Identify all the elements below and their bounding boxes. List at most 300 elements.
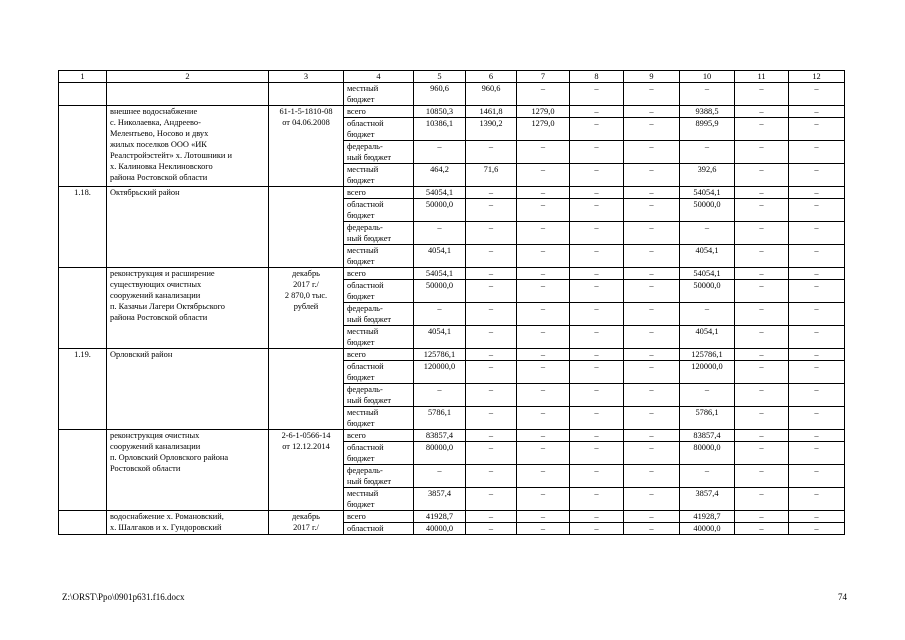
amount-value: – <box>540 362 546 371</box>
amount-value: – <box>488 269 494 278</box>
item-number-cell <box>59 511 107 535</box>
amount-value: – <box>759 443 764 452</box>
amount-cell <box>735 118 789 141</box>
amount-value: – <box>814 466 819 475</box>
amount-value: – <box>488 431 494 440</box>
amount-cell <box>735 83 789 106</box>
amount-cell <box>624 430 680 442</box>
amount-value: – <box>649 362 654 371</box>
amount-cell <box>735 303 789 326</box>
amount-cell <box>624 268 680 280</box>
text-line: ный бюджет <box>347 315 392 324</box>
amount-cell <box>570 106 624 118</box>
amount-value: – <box>594 385 599 394</box>
amount-value: – <box>594 142 599 151</box>
text-line: жилых поселков ООО «ИК <box>110 140 207 149</box>
amount-cell <box>680 407 735 430</box>
amount-cell <box>789 106 845 118</box>
document-reference-cell <box>269 349 344 430</box>
amount-cell <box>680 187 735 199</box>
amount-value: – <box>704 385 710 394</box>
amount-cell <box>570 523 624 535</box>
text-line: 2-6-1-0566-14 <box>281 431 331 440</box>
text-line: п. Казачьи Лагери Октябрьского <box>110 302 225 311</box>
amount-cell <box>680 303 735 326</box>
amount-value: – <box>594 281 599 290</box>
amount-cell <box>680 384 735 407</box>
amount-cell <box>570 326 624 349</box>
amount-value: – <box>594 466 599 475</box>
amount-value: – <box>759 84 764 93</box>
amount-value: – <box>814 327 819 336</box>
funding-source-cell <box>344 141 414 164</box>
amount-cell <box>414 199 466 222</box>
amount-cell <box>570 245 624 268</box>
text-line: 2017 г./ <box>293 280 319 289</box>
column-number-cell: 6 <box>466 71 517 83</box>
amount-cell <box>466 326 517 349</box>
amount-cell <box>466 141 517 164</box>
amount-value: – <box>540 408 546 417</box>
text-line: Ростовской области <box>110 464 181 473</box>
object-name-cell <box>107 187 269 268</box>
amount-cell <box>789 83 845 106</box>
amount-value: – <box>814 246 819 255</box>
amount-value: – <box>759 385 764 394</box>
text-line: от 04.06.2008 <box>282 118 330 127</box>
amount-cell <box>789 488 845 511</box>
amount-value: – <box>759 107 764 116</box>
text-line: областной <box>347 119 384 128</box>
amount-cell <box>517 187 570 199</box>
amount-cell <box>735 384 789 407</box>
text-line: бюджет <box>347 176 375 185</box>
text-line: рублей <box>293 302 319 311</box>
amount-cell <box>624 164 680 187</box>
amount-value: 960,6 <box>430 84 449 93</box>
amount-cell <box>466 488 517 511</box>
amount-cell <box>735 361 789 384</box>
amount-value: – <box>488 246 494 255</box>
amount-value: – <box>488 524 494 533</box>
object-name-cell <box>107 268 269 349</box>
amount-cell <box>517 268 570 280</box>
table-row <box>59 268 845 280</box>
table-row <box>59 83 845 106</box>
amount-value: 120000,0 <box>423 362 456 371</box>
amount-cell <box>624 199 680 222</box>
text-line: федераль- <box>347 466 383 475</box>
amount-cell <box>624 83 680 106</box>
item-number-cell <box>59 83 107 106</box>
amount-value: 120000,0 <box>691 362 723 371</box>
amount-cell <box>680 222 735 245</box>
amount-cell <box>789 511 845 523</box>
text-line: областной <box>347 281 384 290</box>
amount-value: – <box>649 200 654 209</box>
amount-value: – <box>594 107 599 116</box>
amount-cell <box>680 488 735 511</box>
amount-value: – <box>649 188 654 197</box>
amount-value: – <box>649 512 654 521</box>
amount-cell <box>735 187 789 199</box>
amount-cell <box>414 384 466 407</box>
amount-value: – <box>814 443 819 452</box>
amount-value: – <box>488 466 494 475</box>
document-reference-cell <box>269 83 344 106</box>
amount-value: 83857,4 <box>693 431 721 440</box>
amount-value: – <box>488 350 494 359</box>
amount-value: 125786,1 <box>691 350 723 359</box>
amount-cell <box>466 511 517 523</box>
table-row <box>59 349 845 361</box>
amount-cell <box>570 430 624 442</box>
funding-source-cell <box>344 442 414 465</box>
amount-cell <box>570 511 624 523</box>
text-line: местный <box>347 327 379 336</box>
amount-cell <box>414 118 466 141</box>
amount-cell <box>414 523 466 535</box>
text-line: бюджет <box>347 292 375 301</box>
amount-cell <box>735 442 789 465</box>
funding-source-cell <box>344 222 414 245</box>
program-table <box>58 70 845 535</box>
amount-value: – <box>649 165 654 174</box>
amount-value: – <box>704 304 710 313</box>
text-line: реконструкция очистных <box>110 431 200 440</box>
amount-value: – <box>594 119 599 128</box>
amount-cell <box>466 187 517 199</box>
funding-source-cell <box>344 349 414 361</box>
amount-cell <box>517 83 570 106</box>
amount-value: – <box>437 223 442 232</box>
amount-cell <box>680 511 735 523</box>
funding-source-cell <box>344 164 414 187</box>
amount-cell <box>517 488 570 511</box>
amount-cell <box>624 407 680 430</box>
amount-cell <box>414 280 466 303</box>
amount-value: – <box>540 281 546 290</box>
amount-cell <box>414 187 466 199</box>
amount-cell <box>466 430 517 442</box>
amount-value: – <box>649 466 654 475</box>
column-number-cell: 2 <box>107 71 269 83</box>
amount-value: – <box>704 84 710 93</box>
text-line: бюджет <box>347 419 375 428</box>
amount-cell <box>789 384 845 407</box>
amount-cell <box>789 222 845 245</box>
amount-value: 392,6 <box>697 165 717 174</box>
amount-value: – <box>488 200 494 209</box>
amount-cell <box>466 361 517 384</box>
object-name-cell <box>107 106 269 187</box>
text-line: Реалстройэстейт» х. Лотошники и <box>110 151 232 160</box>
text-line: ный бюджет <box>347 477 392 486</box>
text-line: водоснабжение х. Романовский, <box>110 512 224 521</box>
funding-source-cell <box>344 280 414 303</box>
amount-value: – <box>814 489 819 498</box>
text-line: федераль- <box>347 385 383 394</box>
object-name-cell <box>107 430 269 511</box>
amount-value: – <box>594 269 599 278</box>
text-line: всего <box>347 188 366 197</box>
amount-value: – <box>540 489 546 498</box>
amount-value: 50000,0 <box>693 200 721 209</box>
amount-value: 1279,0 <box>531 119 555 128</box>
amount-cell <box>735 407 789 430</box>
amount-cell <box>570 118 624 141</box>
funding-source-cell <box>344 326 414 349</box>
text-line: с. Николаевка, Андреево- <box>110 118 201 127</box>
amount-value: 5786,1 <box>695 408 719 417</box>
amount-cell <box>789 141 845 164</box>
amount-value: – <box>594 524 599 533</box>
amount-value: – <box>488 443 494 452</box>
amount-value: 3857,4 <box>427 489 452 498</box>
amount-value: 5786,1 <box>427 408 452 417</box>
amount-cell <box>517 280 570 303</box>
amount-cell <box>789 280 845 303</box>
amount-value: 80000,0 <box>693 443 721 452</box>
text-line: всего <box>347 512 366 521</box>
amount-cell <box>680 442 735 465</box>
amount-value: – <box>594 408 599 417</box>
amount-value: – <box>814 431 819 440</box>
amount-cell <box>624 465 680 488</box>
funding-source-cell <box>344 83 414 106</box>
amount-cell <box>680 361 735 384</box>
amount-cell <box>570 361 624 384</box>
funding-source-cell <box>344 187 414 199</box>
amount-value: – <box>488 512 494 521</box>
amount-cell <box>680 164 735 187</box>
amount-value: 125786,1 <box>423 350 456 359</box>
column-number-cell: 12 <box>789 71 845 83</box>
amount-value: – <box>488 142 494 151</box>
amount-value: – <box>649 327 654 336</box>
column-number-cell: 9 <box>624 71 680 83</box>
amount-cell <box>517 523 570 535</box>
amount-cell <box>789 268 845 280</box>
amount-value: – <box>649 246 654 255</box>
column-number-cell: 11 <box>735 71 789 83</box>
amount-value: – <box>540 223 546 232</box>
amount-value: – <box>814 142 819 151</box>
amount-cell <box>735 141 789 164</box>
amount-cell <box>570 303 624 326</box>
text-line: бюджет <box>347 338 375 347</box>
amount-cell <box>517 430 570 442</box>
amount-value: – <box>594 84 599 93</box>
amount-value: – <box>649 269 654 278</box>
text-line: Октябрьский район <box>110 188 180 197</box>
text-line: бюджет <box>347 257 375 266</box>
amount-cell <box>680 523 735 535</box>
amount-cell <box>680 430 735 442</box>
amount-value: 54054,1 <box>425 269 454 278</box>
amount-cell <box>735 326 789 349</box>
text-line: 61-1-5-1810-08 <box>279 107 333 116</box>
column-number-cell: 5 <box>414 71 466 83</box>
amount-cell <box>789 361 845 384</box>
text-line: бюджет <box>347 211 375 220</box>
text-line: ный бюджет <box>347 153 392 162</box>
amount-cell <box>517 199 570 222</box>
amount-value: – <box>488 362 494 371</box>
amount-value: – <box>540 200 546 209</box>
amount-value: – <box>488 408 494 417</box>
text-line: бюджет <box>347 454 375 463</box>
amount-cell <box>517 245 570 268</box>
document-reference-cell <box>269 187 344 268</box>
footer-page-number: 74 <box>838 592 847 602</box>
amount-value: – <box>704 466 710 475</box>
amount-cell <box>466 118 517 141</box>
amount-cell <box>735 488 789 511</box>
amount-cell <box>789 199 845 222</box>
amount-value: – <box>814 512 819 521</box>
text-line: областной <box>347 443 384 452</box>
amount-cell <box>570 384 624 407</box>
amount-cell <box>466 384 517 407</box>
amount-cell <box>789 349 845 361</box>
amount-cell <box>735 523 789 535</box>
amount-value: – <box>704 142 710 151</box>
amount-value: 41928,7 <box>693 512 721 521</box>
amount-value: 50000,0 <box>425 200 454 209</box>
table-row <box>59 187 845 199</box>
amount-value: – <box>437 385 442 394</box>
text-line: областной <box>347 362 384 371</box>
amount-cell <box>414 83 466 106</box>
amount-cell <box>466 222 517 245</box>
amount-value: – <box>649 489 654 498</box>
amount-value: – <box>649 223 654 232</box>
amount-value: – <box>759 408 764 417</box>
table-row <box>59 430 845 442</box>
amount-cell <box>466 268 517 280</box>
text-line: Мелентьево, Носово и двух <box>110 129 209 138</box>
amount-cell <box>414 106 466 118</box>
amount-value: 3857,4 <box>695 489 719 498</box>
amount-value: – <box>814 119 819 128</box>
amount-cell <box>735 164 789 187</box>
item-number-cell <box>59 268 107 349</box>
amount-value: – <box>540 350 546 359</box>
document-reference-cell <box>269 268 344 349</box>
amount-cell <box>789 187 845 199</box>
object-name-cell <box>107 83 269 106</box>
amount-cell <box>570 222 624 245</box>
text-line: существующих очистных <box>110 280 202 289</box>
amount-value: 54054,1 <box>693 188 721 197</box>
amount-cell <box>466 245 517 268</box>
text-line: 2 870,0 тыс. <box>284 291 328 300</box>
text-line: бюджет <box>347 95 375 104</box>
document-reference-cell <box>269 430 344 511</box>
item-number-cell: 1.19. <box>59 349 107 430</box>
text-line: местный <box>347 165 379 174</box>
amount-value: – <box>649 385 654 394</box>
amount-cell <box>414 303 466 326</box>
amount-cell <box>466 407 517 430</box>
amount-cell <box>466 523 517 535</box>
amount-cell <box>517 326 570 349</box>
amount-cell <box>624 187 680 199</box>
amount-cell <box>517 222 570 245</box>
amount-value: 54054,1 <box>425 188 454 197</box>
funding-source-cell <box>344 523 414 535</box>
amount-value: – <box>594 431 599 440</box>
amount-value: – <box>437 304 442 313</box>
text-line: местный <box>347 489 379 498</box>
amount-value: 464,2 <box>430 165 449 174</box>
amount-cell <box>624 349 680 361</box>
amount-cell <box>680 465 735 488</box>
amount-cell <box>789 245 845 268</box>
text-line: местный <box>347 84 379 93</box>
amount-value: – <box>540 512 546 521</box>
amount-value: – <box>814 188 819 197</box>
amount-cell <box>735 280 789 303</box>
amount-value: – <box>759 304 764 313</box>
amount-value: – <box>437 466 442 475</box>
column-number-row <box>59 71 845 83</box>
amount-cell <box>624 442 680 465</box>
amount-cell <box>570 268 624 280</box>
amount-value: – <box>649 524 654 533</box>
amount-value: – <box>759 327 764 336</box>
amount-value: 41928,7 <box>425 512 454 521</box>
amount-value: – <box>540 84 546 93</box>
amount-value: – <box>759 362 764 371</box>
amount-value: – <box>814 84 819 93</box>
text-line: всего <box>347 350 366 359</box>
column-number-cell: 1 <box>59 71 107 83</box>
text-line: п. Орловский Орловского района <box>110 453 229 462</box>
amount-cell <box>789 442 845 465</box>
amount-value: 71,6 <box>483 165 499 174</box>
amount-cell <box>624 118 680 141</box>
amount-cell <box>735 349 789 361</box>
amount-value: – <box>540 466 546 475</box>
table-row <box>59 106 845 118</box>
text-line: федераль- <box>347 142 383 151</box>
amount-value: 1461,8 <box>479 107 503 116</box>
amount-value: – <box>759 512 764 521</box>
amount-cell <box>414 430 466 442</box>
amount-cell <box>624 280 680 303</box>
amount-value: – <box>759 142 764 151</box>
amount-cell <box>414 222 466 245</box>
funding-source-cell <box>344 303 414 326</box>
item-number-cell <box>59 430 107 511</box>
amount-cell <box>624 222 680 245</box>
document-reference-cell <box>269 511 344 535</box>
text-line: всего <box>347 107 366 116</box>
amount-cell <box>517 106 570 118</box>
funding-source-cell <box>344 361 414 384</box>
amount-value: 4054,1 <box>427 246 452 255</box>
amount-cell <box>789 407 845 430</box>
funding-source-cell <box>344 384 414 407</box>
amount-value: – <box>814 408 819 417</box>
amount-cell <box>680 245 735 268</box>
amount-cell <box>517 361 570 384</box>
text-line: декабрь <box>292 512 320 521</box>
text-line: реконструкция и расширение <box>110 269 215 278</box>
amount-cell <box>414 349 466 361</box>
